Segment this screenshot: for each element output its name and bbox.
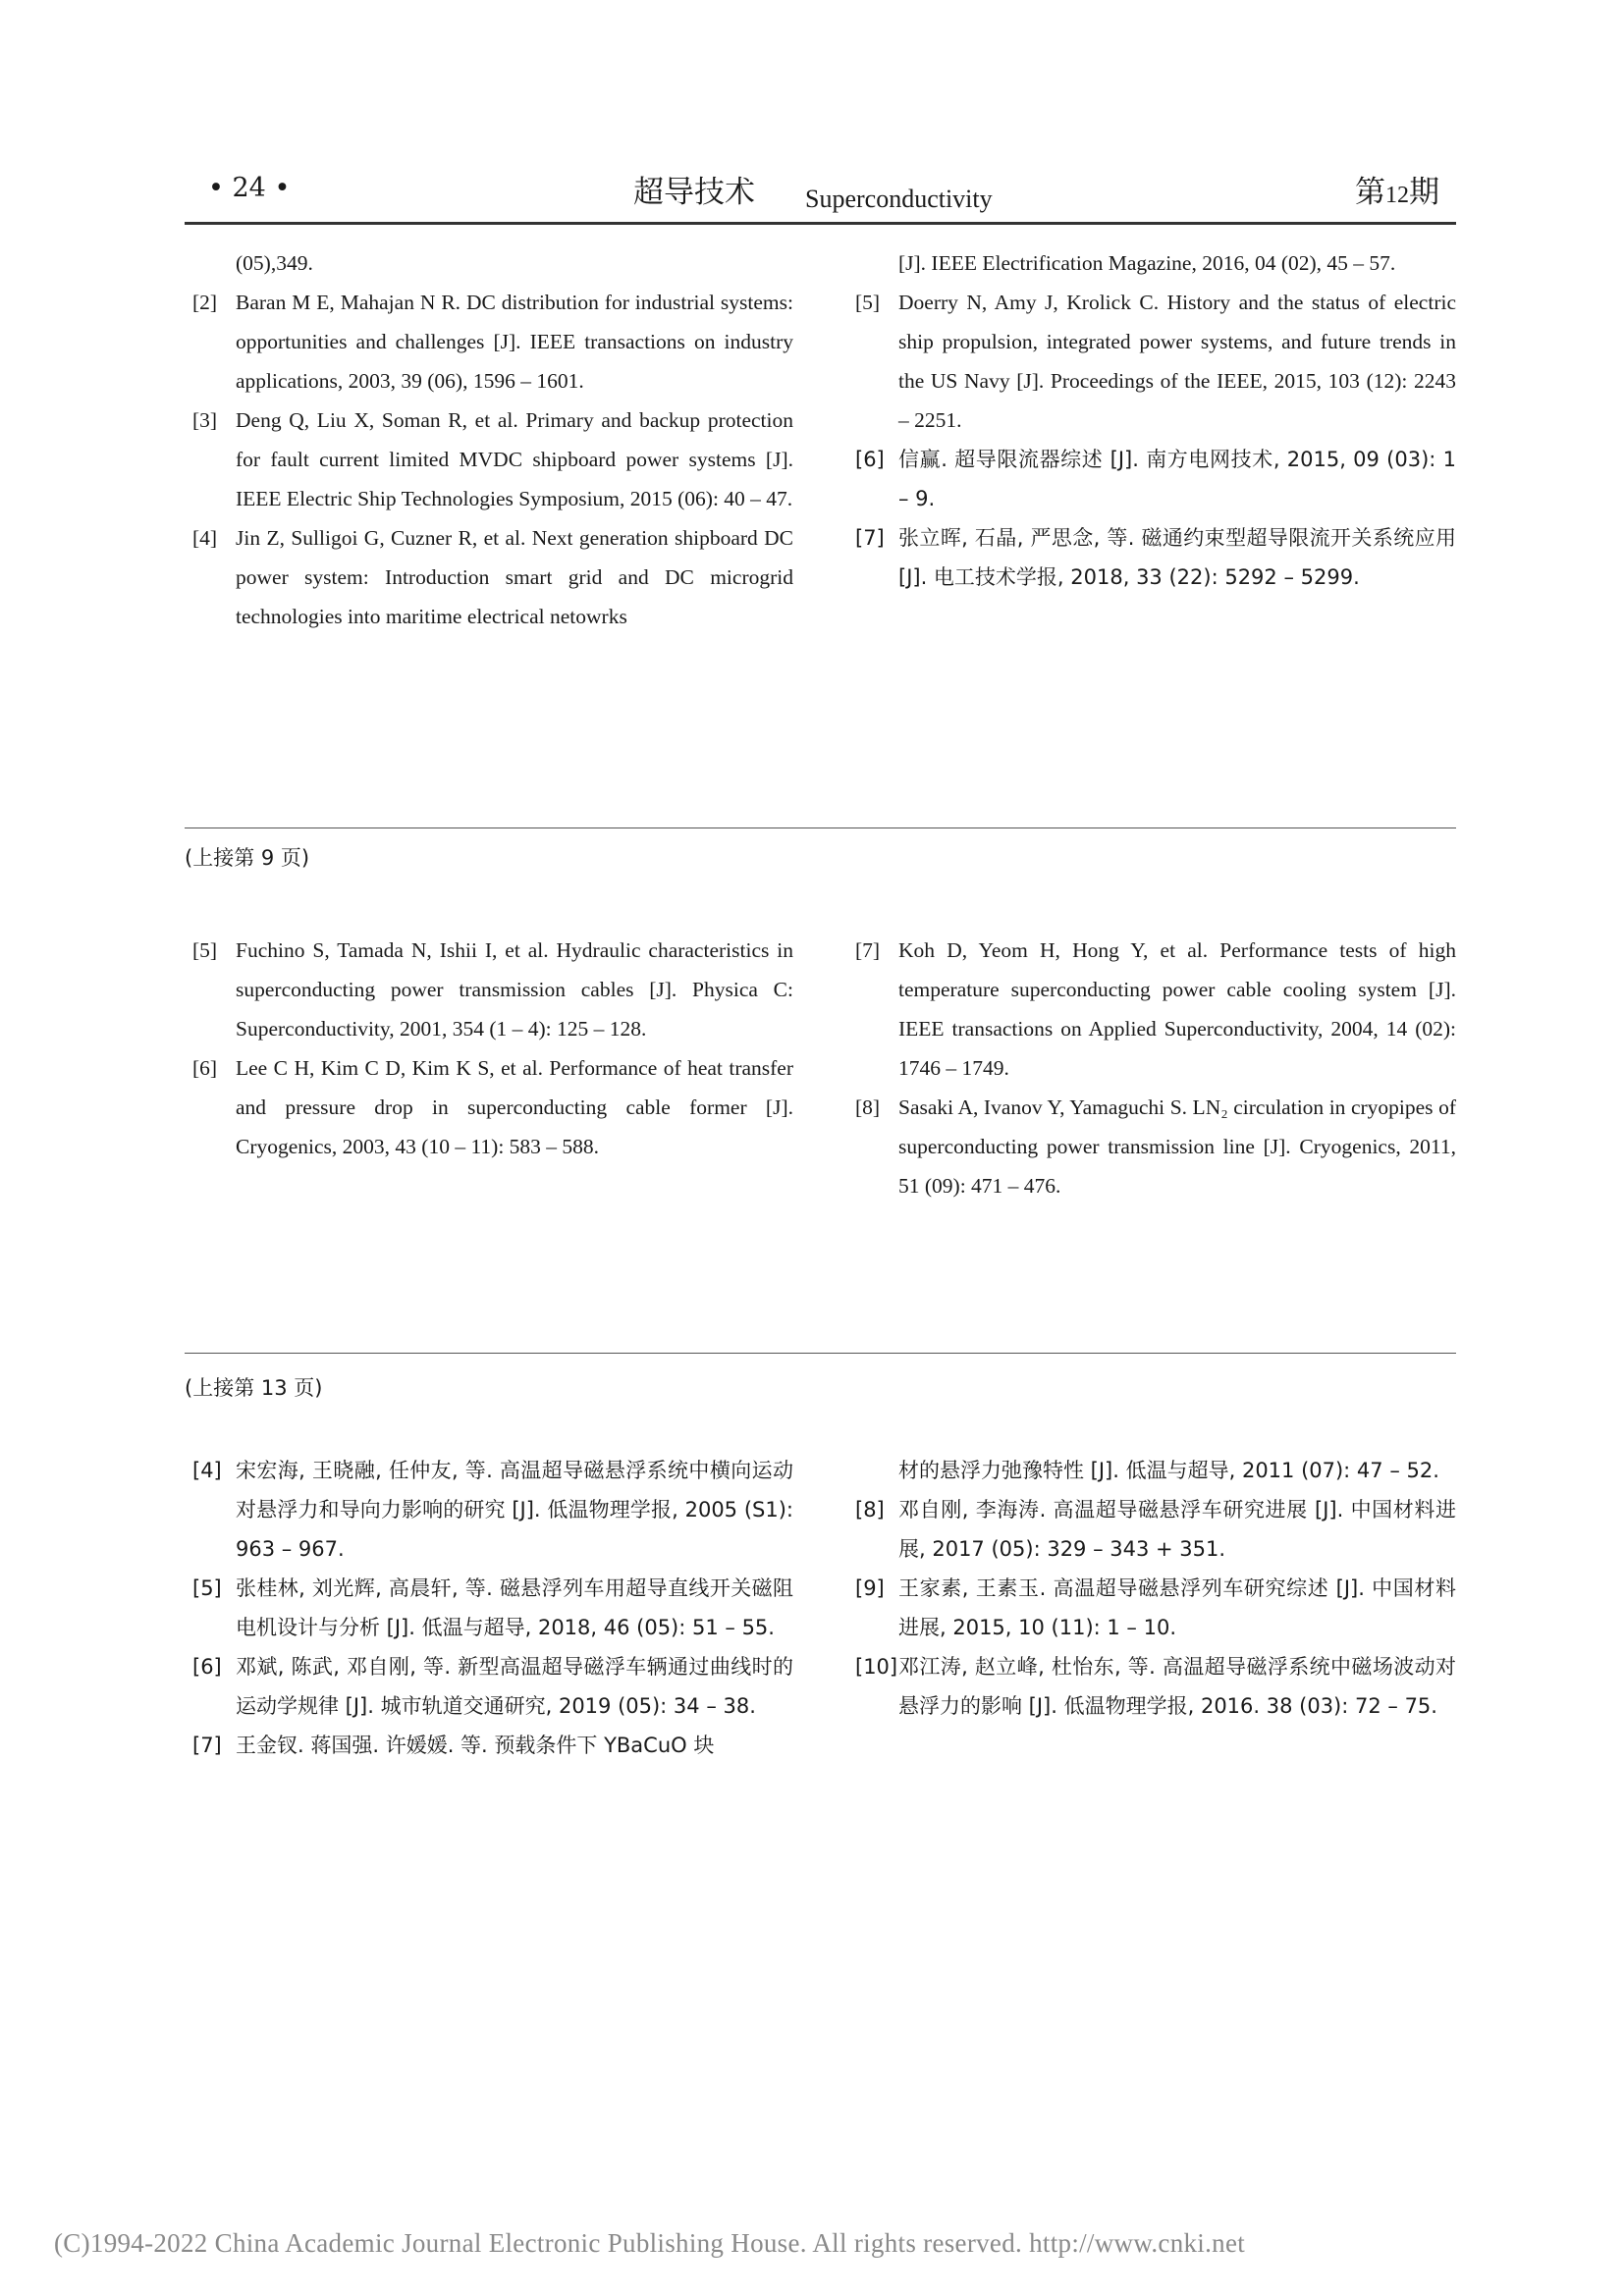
reference-item: [7] 张立晖, 石晶, 严思念, 等. 磁通约束型超导限流开关系统应用 [J]. 电工技术学报, 2018, 33 (22): 5292 – 5299.: [855, 526, 1456, 589]
copyright-footer: (C)1994-2022 China Academic Journal Electronic Publishing House. All rights reserved. http://www.cnki.net: [54, 2228, 1246, 2258]
reference-item: [7] 王金钗. 蒋国强. 许媛媛. 等. 预载条件下 YBaCuO 块: [192, 1734, 715, 1757]
section3-left-column: [185, 1451, 793, 1765]
section-divider: [185, 1353, 1456, 1354]
reference-item: [8] 邓自刚, 李海涛. 高温超导磁悬浮车研究进展 [J]. 中国材料进展, 2017 (05): 329 – 343 + 351.: [855, 1498, 1456, 1561]
reference-item: [J]. IEEE Electrification Magazine, 2016, 04 (02), 45 – 57.: [898, 251, 1396, 275]
reference-item: 材的悬浮力弛豫特性 [J]. 低温与超导, 2011 (07): 47 – 52.: [898, 1459, 1439, 1482]
reference-item: [6] 邓斌, 陈武, 邓自刚, 等. 新型高温超导磁浮车辆通过曲线时的运动学规律 [J]. 城市轨道交通研究, 2019 (05): 34 – 38.: [192, 1655, 793, 1718]
continuation-label: (上接第 9 页): [185, 846, 310, 870]
reference-item: [2] Baran M E, Mahajan N R. DC distribution for industrial systems: opportunities and challenges [J]. IEEE transactions on industry applications, 2003, 39 (06), 1596 – 1601.: [192, 291, 793, 393]
issue-prefix: 第: [1355, 175, 1385, 210]
reference-item: [5] Doerry N, Amy J, Krolick C. History and the status of electric ship propulsion, integrated power systems, and future trends in the US Navy [J]. Proceedings of the IEEE, 2015, 103 (12): 2243 – 2251.: [855, 291, 1456, 432]
issue-number: 12: [1385, 183, 1409, 208]
section2-left-column: [185, 931, 793, 1166]
section3-right-column: [847, 1451, 1456, 1726]
section1-right-column: [847, 243, 1456, 597]
reference-item: [7] Koh D, Yeom H, Hong Y, et al. Performance tests of high temperature superconducting power cable cooling system [J]. IEEE transactions on Applied Superconductivity, 2004, 14 (02): 1746 – 1749.: [855, 938, 1456, 1080]
journal-title-cn: 超导技术: [633, 175, 755, 210]
reference-item: [5] 张桂林, 刘光辉, 高晨轩, 等. 磁悬浮列车用超导直线开关磁阻电机设计与分析 [J]. 低温与超导, 2018, 46 (05): 51 – 55.: [192, 1576, 793, 1639]
reference-item: [6] Lee C H, Kim C D, Kim K S, et al. Performance of heat transfer and pressure drop in superconducting cable former [J]. Cryogenics, 2003, 43 (10 – 11): 583 – 588.: [192, 1056, 793, 1158]
reference-item: [6] 信赢. 超导限流器综述 [J]. 南方电网技术, 2015, 09 (03): 1 – 9.: [855, 448, 1456, 510]
reference-item: [3] Deng Q, Liu X, Soman R, et al. Primary and backup protection for fault current limited MVDC shipboard power systems [J]. IEEE Electric Ship Technologies Symposium, 2015 (06): 40 – 47.: [192, 408, 793, 510]
reference-item: [9] 王家素, 王素玉. 高温超导磁悬浮列车研究综述 [J]. 中国材料进展, 2015, 10 (11): 1 – 10.: [855, 1576, 1456, 1639]
reference-item: [4] Jin Z, Sulligoi G, Cuzner R, et al. Next generation shipboard DC power system: Introduction smart grid and DC microgrid technologies into maritime electrical netowrks: [192, 526, 793, 628]
reference-item: [10] 邓江涛, 赵立峰, 杜怡东, 等. 高温超导磁浮系统中磁场波动对悬浮力的影响 [J]. 低温物理学报, 2016. 38 (03): 72 – 75.: [855, 1655, 1456, 1718]
reference-item: [5] Fuchino S, Tamada N, Ishii I, et al. Hydraulic characteristics in superconducting power transmission cables [J]. Physica C: Superconductivity, 2001, 354 (1 – 4): 125 – 128.: [192, 938, 793, 1041]
reference-item: (05),349.: [236, 251, 313, 275]
section2-right-column: [847, 931, 1456, 1205]
reference-item: [8] Sasaki A, Ivanov Y, Yamaguchi S. LN₂ circulation in cryopipes of superconducting power transmission line [J]. Cryogenics, 2011, 51 (09): 471 – 476.: [855, 1095, 1456, 1198]
section1-left-column: [185, 243, 793, 636]
header-rule: [185, 222, 1456, 225]
page-number: • 24 •: [208, 173, 291, 203]
continuation-label: (上接第 13 页): [185, 1376, 323, 1400]
issue-suffix: 期: [1409, 175, 1439, 210]
reference-item: [4] 宋宏海, 王晓融, 任仲友, 等. 高温超导磁悬浮系统中横向运动对悬浮力和导向力影响的研究 [J]. 低温物理学报, 2005 (S1): 963 – 967.: [192, 1459, 793, 1561]
issue-label: [1355, 167, 1439, 211]
journal-title-en: Superconductivity: [805, 185, 993, 213]
